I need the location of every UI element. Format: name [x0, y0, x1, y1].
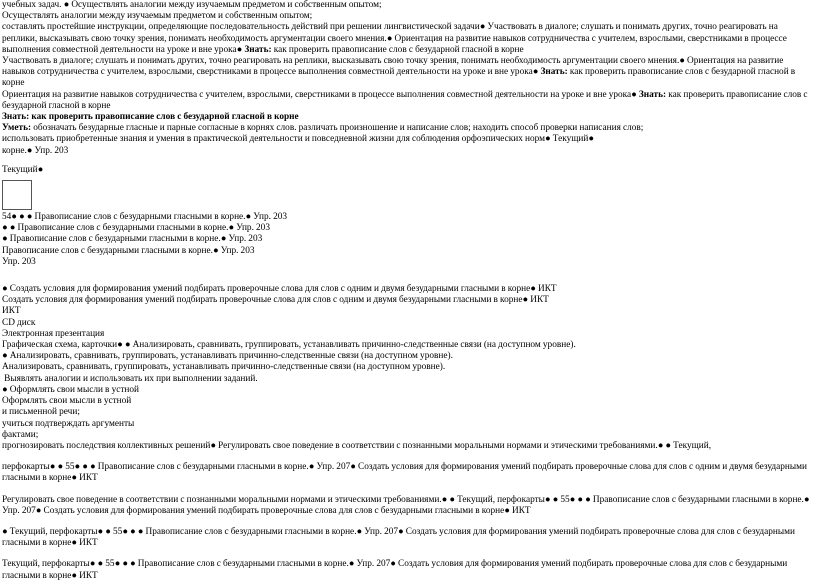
text-line: ● Оформлять свои мысли в устной [2, 384, 140, 395]
text-line: Создать условия для формирования умений подбирать проверочные слова для слов с одним и двумя безударными гласными в корне● ИКТ [2, 295, 549, 306]
text-line: Оформлять свои мысли в устной [2, 396, 132, 407]
empty-image-placeholder [2, 180, 32, 210]
text-line: прогнозировать последствия коллективных решений● Регулировать свое поведение в соответствии с познанными моральными нормами и этическими требованиями.● ● Текущий, [2, 440, 712, 451]
text-line: ● Правописание слов с безударными гласными в корне.● Упр. 203 [2, 234, 263, 245]
text-line: ● ● Правописание слов с безударными гласными в корне.● Упр. 203 [2, 223, 270, 234]
bold-label: Знать: [638, 89, 667, 100]
bold-label: Уметь: [2, 123, 32, 134]
text-line: составлять простейшие инструкции, определяющие последовательность действий при решении лингвистической задачи● Участвовать в диалоге; слушать и понимать других, точно реагировать на реплики, высказывать свою точку зрения, понимать необходимость аргументации своего мнения.● Ориентация на развитие навыков сотрудничества с учителем, взрослыми, сверстниками в процессе выполнения совместной деятельности на уроке и вне урока● Знать: как проверить правописание слов с безударной гласной в корне [2, 22, 787, 55]
text-line: Правописание слов с безударными гласными в корне.● Упр. 203 [2, 245, 255, 256]
text-line: ● Текущий, перфокарты● ● 55● ● ● Правописание слов с безударными гласными в корне.● Упр. 207● Создать условия для формирования умений подбирать проверочные слова для слов с безударными гласными в корне● ИКТ [2, 526, 795, 549]
spacer [2, 485, 814, 495]
text-line-bold: Знать: как проверить правописание слов с безударной гласной в корне [2, 112, 299, 123]
text-line: Выявлять аналогии и использовать их при выполнении заданий. [2, 373, 258, 384]
text-line: перфокарты● ● 55● ● ● Правописание слов с безударными гласными в корне.● Упр. 207● Создать условия для формирования умений подбирать проверочные слова для слов с одним и двумя безударными гласными в корне● ИКТ [2, 462, 807, 484]
text-line: ● Создать условия для формирования умений подбирать проверочные слова для слов с одним и двумя безударными гласными в корне● ИКТ [2, 284, 557, 295]
text-line: учебных задач. ● Осуществлять аналогии между изучаемым предметом и собственным опытом; [2, 0, 382, 10]
text-line: Упр. 203 [2, 256, 36, 267]
text-line: CD диск [2, 317, 36, 328]
spacer [2, 549, 814, 559]
text-line: Регулировать свое поведение в соответствии с познанными моральными нормами и этическими требованиями.● ● Текущий, перфокарты● ● 55● ● ● Правописание слов с безударными гласными в корне.● Упр. 207● Создать условия для формирования умений подбирать проверочные слова для слов с безударными гласными в корне● ИКТ [2, 494, 810, 516]
spacer [2, 517, 814, 527]
spacer [2, 157, 814, 165]
text-line: Текущий, перфокарты● ● 55● ● ● Правописание слов с безударными гласными в корне.● Упр. 207● Создать условия для формирования умений подбирать проверочные слова для слов с безударными гласными в корне● ИКТ [2, 559, 788, 581]
spacer [2, 268, 814, 284]
bold-label: Знать: [244, 44, 272, 55]
text-line: Уметь: обозначать безударные гласные и парные согласные в корнях слов. различать произношение и написание слов; находить способ проверки написания слов; [2, 123, 644, 134]
text-line: Осуществлять аналогии между изучаемым предметом и собственным опытом; [2, 11, 313, 22]
text-line: и письменной речи; [2, 407, 80, 418]
text-line: использовать приобретенные знания и умения в практической деятельности и повседневной жизни для соблюдения орфоэпических норм● Текущий● [2, 134, 594, 145]
text-line: Графическая схема, карточки● ● Анализировать, сравнивать, группировать, устанавливать причинно-следственные связи (на доступном уровне). [2, 340, 576, 351]
bold-label: Знать: [2, 112, 30, 123]
text-line: ИКТ [2, 306, 21, 317]
spacer [2, 452, 814, 462]
text-line: Текущий● [2, 164, 44, 175]
text-line: Участвовать в диалоге; слушать и понимать других, точно реагировать на реплики, высказывать свою точку зрения, понимать необходимость аргументации своего мнения.● Ориентация на развитие навыков сотрудничества с учителем, взрослыми, сверстниками в процессе выполнения совместной деятельности на уроке и вне урока● Знать: как проверить правописание слов с безударной гласной в корне [2, 56, 796, 89]
text-line: Ориентация на развитие навыков сотрудничества с учителем, взрослыми, сверстниками в процессе выполнения совместной деятельности на уроке и вне урока● Знать: как проверить правописание слов с безударной гласной в корне [2, 89, 808, 111]
text-line: фактами; [2, 429, 39, 440]
text-line: 54● ● ● Правописание слов с безударными гласными в корне.● Упр. 203 [2, 212, 288, 223]
text-line: Анализировать, сравнивать, группировать, устанавливать причинно-следственные связи (на доступном уровне). [2, 362, 446, 373]
text-line: учиться подтверждать аргументы [2, 418, 135, 429]
text-line: Электронная презентация [2, 328, 105, 339]
text-line: корне.● Упр. 203 [2, 145, 69, 156]
bold-label: Знать: [540, 67, 568, 78]
text-line: ● Анализировать, сравнивать, группировать, устанавливать причинно-следственные связи (на доступном уровне). [2, 351, 453, 362]
